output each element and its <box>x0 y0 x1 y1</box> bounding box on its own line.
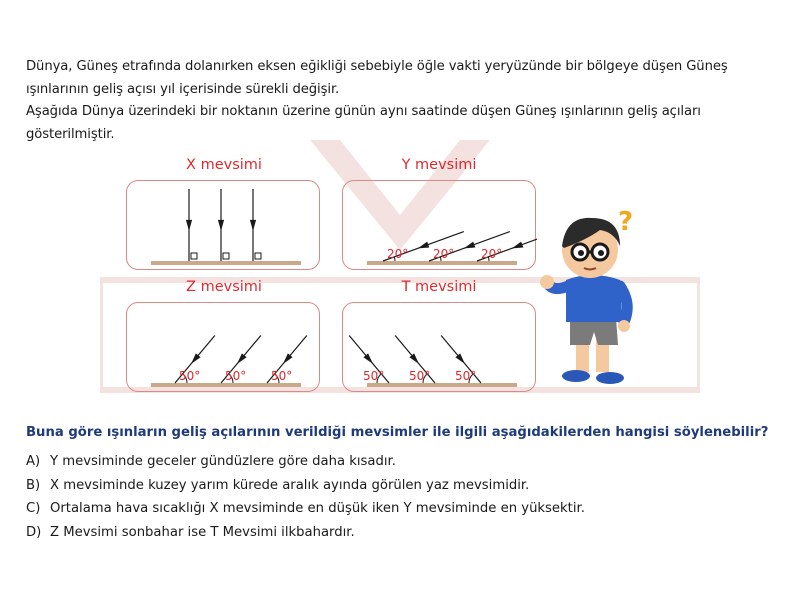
option-a[interactable] <box>26 450 786 474</box>
angle-label: 50° <box>179 369 201 383</box>
option-text: Y mevsiminde geceler gündüzlere göre daha kısadır. <box>50 454 396 469</box>
question-text: Buna göre ışınların geliş açılarının verildiği mevsimler ile ilgili aşağıdakilerden hangisi söylenebilir? <box>26 425 769 440</box>
panel-y <box>342 180 536 270</box>
question-mark-icon: ? <box>618 207 634 237</box>
option-d[interactable] <box>26 521 786 545</box>
panel-t <box>342 302 536 392</box>
panel-title-z: Z mevsimi <box>186 279 262 295</box>
option-b[interactable] <box>26 474 786 498</box>
ray-arrowhead <box>418 242 430 249</box>
ground-surface <box>151 383 301 387</box>
angle-label: 50° <box>271 369 293 383</box>
option-c[interactable] <box>26 497 786 521</box>
option-letter: A) <box>26 454 41 469</box>
option-text: Z Mevsimi sonbahar ise T Mevsimi ilkbahardır. <box>50 524 355 540</box>
option-letter: B) <box>26 477 41 493</box>
ground-surface <box>151 261 301 265</box>
ground-surface <box>367 383 517 387</box>
rays-diagram-x <box>127 181 321 271</box>
right-angle-marker <box>191 253 197 259</box>
angle-label: 50° <box>455 369 477 383</box>
angle-label: 20° <box>481 247 503 261</box>
option-letter: C) <box>26 501 41 516</box>
rays-diagram-y <box>343 181 537 271</box>
intro-paragraph-2: Aşağıda Dünya üzerindeki bir noktanın üzerine günün aynı saatinde düşen Güneş ışınlarının geliş açıları gösterilmiştir. <box>26 104 701 142</box>
kid-illustration <box>540 200 650 390</box>
angle-label: 20° <box>387 247 409 261</box>
ground-surface <box>367 261 517 265</box>
right-angle-marker <box>255 253 261 259</box>
ray-arrowhead <box>512 242 524 249</box>
option-text: Ortalama hava sıcaklığı X mevsiminde en düşük iken Y mevsiminde en yüksektir. <box>50 501 585 516</box>
angle-label: 50° <box>363 369 385 383</box>
ray-arrowhead <box>186 220 192 231</box>
angle-label: 20° <box>433 247 455 261</box>
option-text: X mevsiminde kuzey yarım kürede aralık ayında görülen yaz mevsimidir. <box>50 477 530 493</box>
panel-title-y: Y mevsimi <box>401 157 477 173</box>
ray-arrowhead <box>250 220 256 231</box>
option-letter: D) <box>26 524 42 540</box>
angle-label: 50° <box>225 369 247 383</box>
intro-text <box>26 56 776 146</box>
panel-title-t: T mevsimi <box>401 279 477 295</box>
panel-z <box>126 302 320 392</box>
angle-label: 50° <box>409 369 431 383</box>
ray-arrowhead <box>218 220 224 231</box>
answer-options <box>26 450 786 544</box>
right-angle-marker <box>223 253 229 259</box>
rays-diagram-t <box>343 303 537 393</box>
rays-diagram-z <box>127 303 321 393</box>
ray-arrowhead <box>464 242 476 249</box>
panel-title-x: X mevsimi <box>186 157 262 173</box>
intro-paragraph-1: Dünya, Güneş etrafında dolanırken eksen eğikliği sebebiyle öğle vakti yeryüzünde bir bölgeye düşen Güneş ışınlarının geliş açısı yıl içerisinde sürekli değişir. <box>26 59 728 97</box>
panel-x <box>126 180 320 270</box>
